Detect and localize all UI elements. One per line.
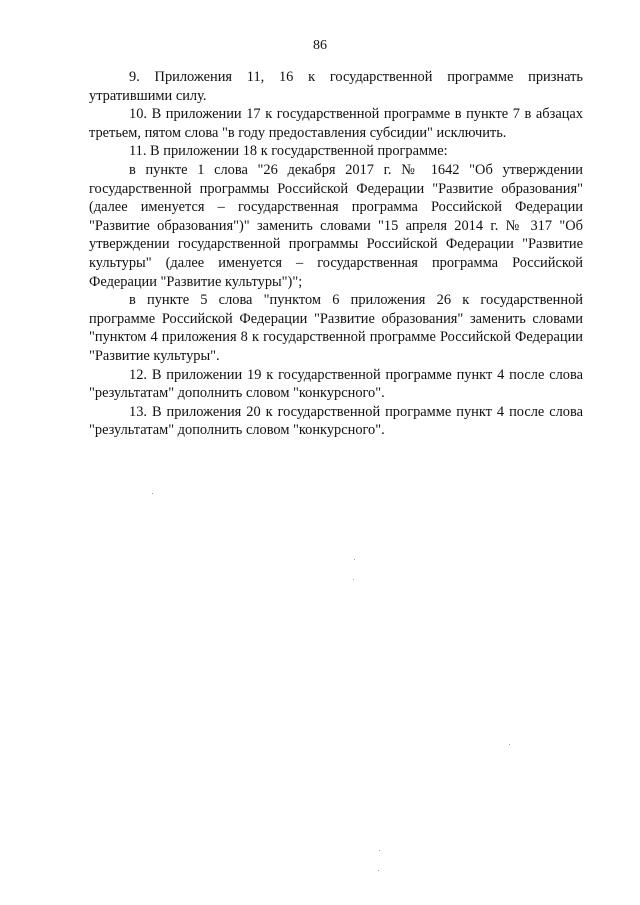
paragraph-item-10: 10. В приложении 17 к государственной программе в пункте 7 в абзацах третьем, пятом слова "в году предоставления субсидии" исключить. bbox=[89, 106, 583, 141]
scan-speck bbox=[152, 493, 153, 494]
paragraph-item-11: 11. В приложении 18 к государственной программе: bbox=[129, 143, 448, 160]
paragraph-item-11-point-5: в пункте 5 слова "пунктом 6 приложения 26 к государственной программе Российской Федерации "Развитие образования" заменить словами "пунктом 4 приложения 8 к государственной программе Российской Федерации "Развитие культуры". bbox=[89, 292, 583, 364]
scan-speck bbox=[509, 744, 510, 745]
page-number: 86 bbox=[313, 38, 327, 53]
paragraph-item-13: 13. В приложения 20 к государственной программе пункт 4 после слова "результатам" дополнить словом "конкурсного". bbox=[89, 403, 583, 439]
document-body bbox=[89, 68, 583, 440]
paragraph-item-11-point-1: в пункте 1 слова "26 декабря 2017 г. № 1642 "Об утверждении государственной программы Российской Федерации "Развитие образования" (далее именуется – государственная программа Российской Федерации "Развитие образования")" заменить словами "15 апреля 2014 г. № 317 "Об утверждении государственной программы Российской Федерации "Развитие культуры" (далее именуется – государственная программа Российской Федерации "Развитие культуры")"; bbox=[89, 161, 583, 290]
scan-speck bbox=[379, 850, 380, 851]
paragraph-item-12: 12. В приложении 19 к государственной программе пункт 4 после слова "результатам" дополнить словом "конкурсного". bbox=[89, 366, 583, 402]
scan-speck bbox=[354, 559, 355, 560]
scan-speck bbox=[353, 579, 354, 580]
paragraph-item-9: 9. Приложения 11, 16 к государственной программе признать утратившими силу. bbox=[89, 69, 583, 104]
scan-speck bbox=[378, 870, 379, 871]
